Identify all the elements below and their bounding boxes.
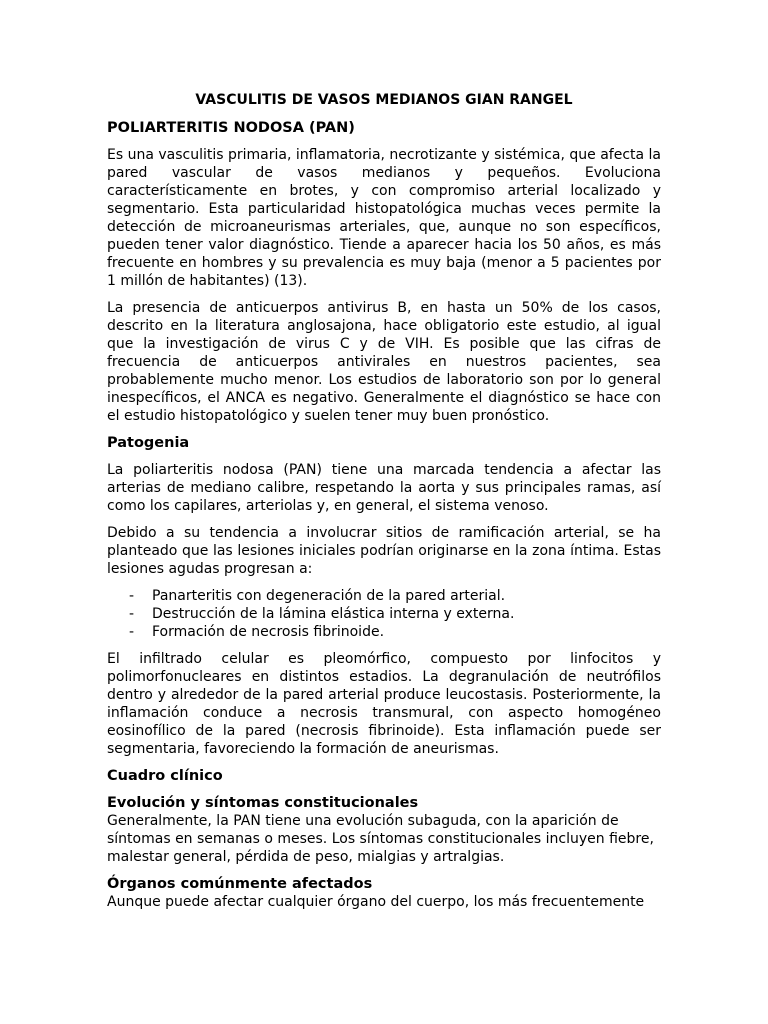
list-dash: -	[129, 624, 135, 640]
list-item-text: Formación de necrosis fibrinoide.	[152, 624, 385, 640]
paragraph-evolution: Generalmente, la PAN tiene una evolución subaguda, con la aparición de síntomas en semanas o meses. Los síntomas constitucionales incluyen fiebre, malestar general, pérdida de peso, mialgias y artralgias.	[107, 813, 654, 865]
list-dash: -	[129, 588, 135, 604]
subsection-heading-evolucion: Evolución y síntomas constitucionales	[107, 795, 419, 811]
paragraph-definition: Es una vasculitis primaria, inflamatoria, necrotizante y sistémica, que afecta la pared vascular de vasos medianos y pequeños. Evoluciona característicamente en brotes, y con compromiso arterial localizado y segmentario. Esta particularidad histopatológica muchas veces permite la detección de microaneurismas arteriales, que, aunque no son específicos, pueden tener valor diagnóstico. Tiende a aparecer hacia los 50 años, es más frecuente en hombres y su prevalencia es muy baja (menor a 5 pacientes por 1 millón de habitantes) (13).	[107, 147, 662, 289]
subsection-heading-organos: Órganos comúnmente afectados	[107, 876, 373, 892]
list-item-text: Panarteritis con degeneración de la pared arterial.	[152, 588, 506, 604]
list-item	[107, 587, 661, 605]
list-dash: -	[129, 606, 135, 622]
paragraph-antibodies: La presencia de anticuerpos antivirus B, en hasta un 50% de los casos, descrito en la literatura anglosajona, hace obligatorio este estudio, al igual que la investigación de virus C y de VIH. Es posible que las cifras de frecuencia de anticuerpos antivirales en nuestros pacientes, sea probablemente mucho menor. Los estudios de laboratorio son por lo general inespecíficos, el ANCA es negativo. Generalmente el diagnóstico se hace con el estudio histopatológico y suelen tener muy buen pronóstico.	[107, 300, 661, 424]
paragraph-organs: Aunque puede afectar cualquier órgano del cuerpo, los más frecuentemente	[107, 894, 645, 910]
section-heading-cuadro-clinico: Cuadro clínico	[107, 768, 223, 784]
document-title: VASCULITIS DE VASOS MEDIANOS GIAN RANGEL	[195, 92, 573, 108]
list-item-text: Destrucción de la lámina elástica interna y externa.	[152, 606, 515, 622]
paragraph-arteries: La poliarteritis nodosa (PAN) tiene una marcada tendencia a afectar las arterias de mediano calibre, respetando la aorta y sus principales ramas, así como los capilares, arteriolas y, en general, el sistema venoso.	[107, 462, 661, 514]
section-heading-patogenia: Patogenia	[107, 435, 190, 451]
lesion-progression-list	[107, 587, 661, 641]
document-page	[107, 91, 661, 920]
paragraph-infiltrate: El infiltrado celular es pleomórfico, compuesto por linfocitos y polimorfonucleares en distintos estadios. La degranulación de neutrófilos dentro y alrededor de la pared arterial produce leucostasis. Posteriormente, la inflamación conduce a necrosis transmural, con aspecto homogéneo eosinofílico de la pared (necrosis fibrinoide). Esta inflamación puede ser segmentaria, favoreciendo la formación de aneurismas.	[107, 651, 661, 757]
list-item	[107, 623, 661, 641]
list-item	[107, 605, 661, 623]
section-heading-pan: POLIARTERITIS NODOSA (PAN)	[107, 120, 355, 136]
paragraph-lesions: Debido a su tendencia a involucrar sitios de ramificación arterial, se ha planteado que las lesiones iniciales podrían originarse en la zona íntima. Estas lesiones agudas progresan a:	[107, 525, 661, 577]
